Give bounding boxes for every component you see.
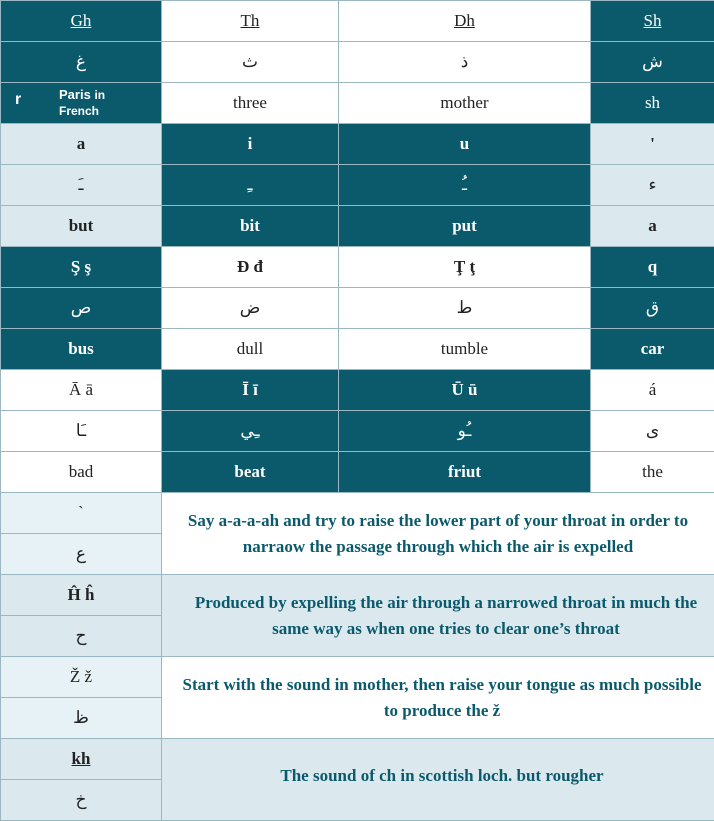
header-th: Th [162,1,339,42]
example-gh [1,83,162,124]
long-example-row [1,452,714,493]
example-th: three [162,83,339,124]
section-za-row-1 [1,657,714,698]
hamza-symbol: ' [591,124,714,165]
header-gh: Gh [1,1,162,42]
ayn-symbol: ` [1,493,162,534]
arabic-za: ظ [1,698,162,739]
short-vowel-row [1,124,714,165]
example-put: put [339,206,591,247]
section-kha-row-1 [1,739,714,780]
long-i: Ī ī [162,370,339,411]
arabic-long-u: ـُو [339,411,591,452]
za-symbol: Ž ž [1,657,162,698]
paris-word: Paris [59,87,91,102]
vowel-i: i [162,124,339,165]
header-sh: Sh [591,1,714,42]
ayn-description [162,493,714,575]
emphatic-example-row [1,329,714,370]
mark-damma: ـُ [339,165,591,206]
example-dull: dull [162,329,339,370]
example-bit: bit [162,206,339,247]
example-bus: bus [1,329,162,370]
arabic-dad: ض [162,288,339,329]
long-u: Ū ū [339,370,591,411]
arabic-ghain: غ [1,42,162,83]
paris-in: in [94,88,105,102]
example-the: the [591,452,714,493]
ayn-description-line-1: Say a-a-a-ah and try to raise the lower part of your throat in order to [188,511,688,530]
ha-description [162,575,714,657]
arabic-dhal: ذ [339,42,591,83]
arabic-shin: ش [591,42,714,83]
short-mark-row [1,165,714,206]
paris-french: French [59,104,99,118]
emphatic-arabic-row [1,288,714,329]
arabic-alif-maqsura: ى [591,411,714,452]
kha-description [162,739,714,821]
alif-maqsura: á [591,370,714,411]
header-dh: Dh [339,1,591,42]
ayn-description-line-2: narraow the passage through which the air is expelled [243,537,633,556]
section-ayn-row-1 [1,493,714,534]
arabic-tha: ث [162,42,339,83]
arabic-qaf: ق [591,288,714,329]
example-bad: bad [1,452,162,493]
example-row-1 [1,83,714,124]
emphatic-row [1,247,714,288]
long-arabic-row [1,411,714,452]
za-description-line-2: to produce the ž [384,701,500,720]
example-car: car [591,329,714,370]
arabic-ha: ح [1,616,162,657]
kha-description-line-1: The sound of ch in scottish loch. but rougher [280,766,603,785]
long-a: Ā ā [1,370,162,411]
r-letter: r [15,91,21,109]
mark-kasra: ـِ [162,165,339,206]
emphatic-q: q [591,247,714,288]
section-ha-row-1 [1,575,714,616]
ha-description-line-2: same way as when one tries to clear one’s throat [272,619,620,638]
arabic-ta: ط [339,288,591,329]
arabic-long-i: ـِي [162,411,339,452]
long-vowel-row [1,370,714,411]
arabic-long-a: ـَا [1,411,162,452]
example-sh: sh [591,83,714,124]
za-description [162,657,714,739]
vowel-a: a [1,124,162,165]
ha-description-line-1: Produced by expelling the air through a narrowed throat in much the [195,593,697,612]
example-tumble: tumble [339,329,591,370]
mark-hamza: ء [591,165,714,206]
short-example-row [1,206,714,247]
emphatic-s: Ş ş [1,247,162,288]
emphatic-t: Ţ ţ [339,247,591,288]
paris-example [59,87,159,119]
emphatic-d: Đ đ [162,247,339,288]
za-description-line-1: Start with the sound in mother, then raise your tongue as much possible [182,675,701,694]
arabic-sad: ص [1,288,162,329]
example-friut: friut [339,452,591,493]
example-but: but [1,206,162,247]
vowel-u: u [339,124,591,165]
arabic-kha: خ [1,780,162,821]
kh-symbol: kh [1,739,162,780]
mark-fatha: ـَ [1,165,162,206]
arabic-row-1 [1,42,714,83]
arabic-ayn: ع [1,534,162,575]
example-a: a [591,206,714,247]
ha-symbol: Ĥ ĥ [1,575,162,616]
example-beat: beat [162,452,339,493]
header-row [1,1,714,42]
example-dh: mother [339,83,591,124]
